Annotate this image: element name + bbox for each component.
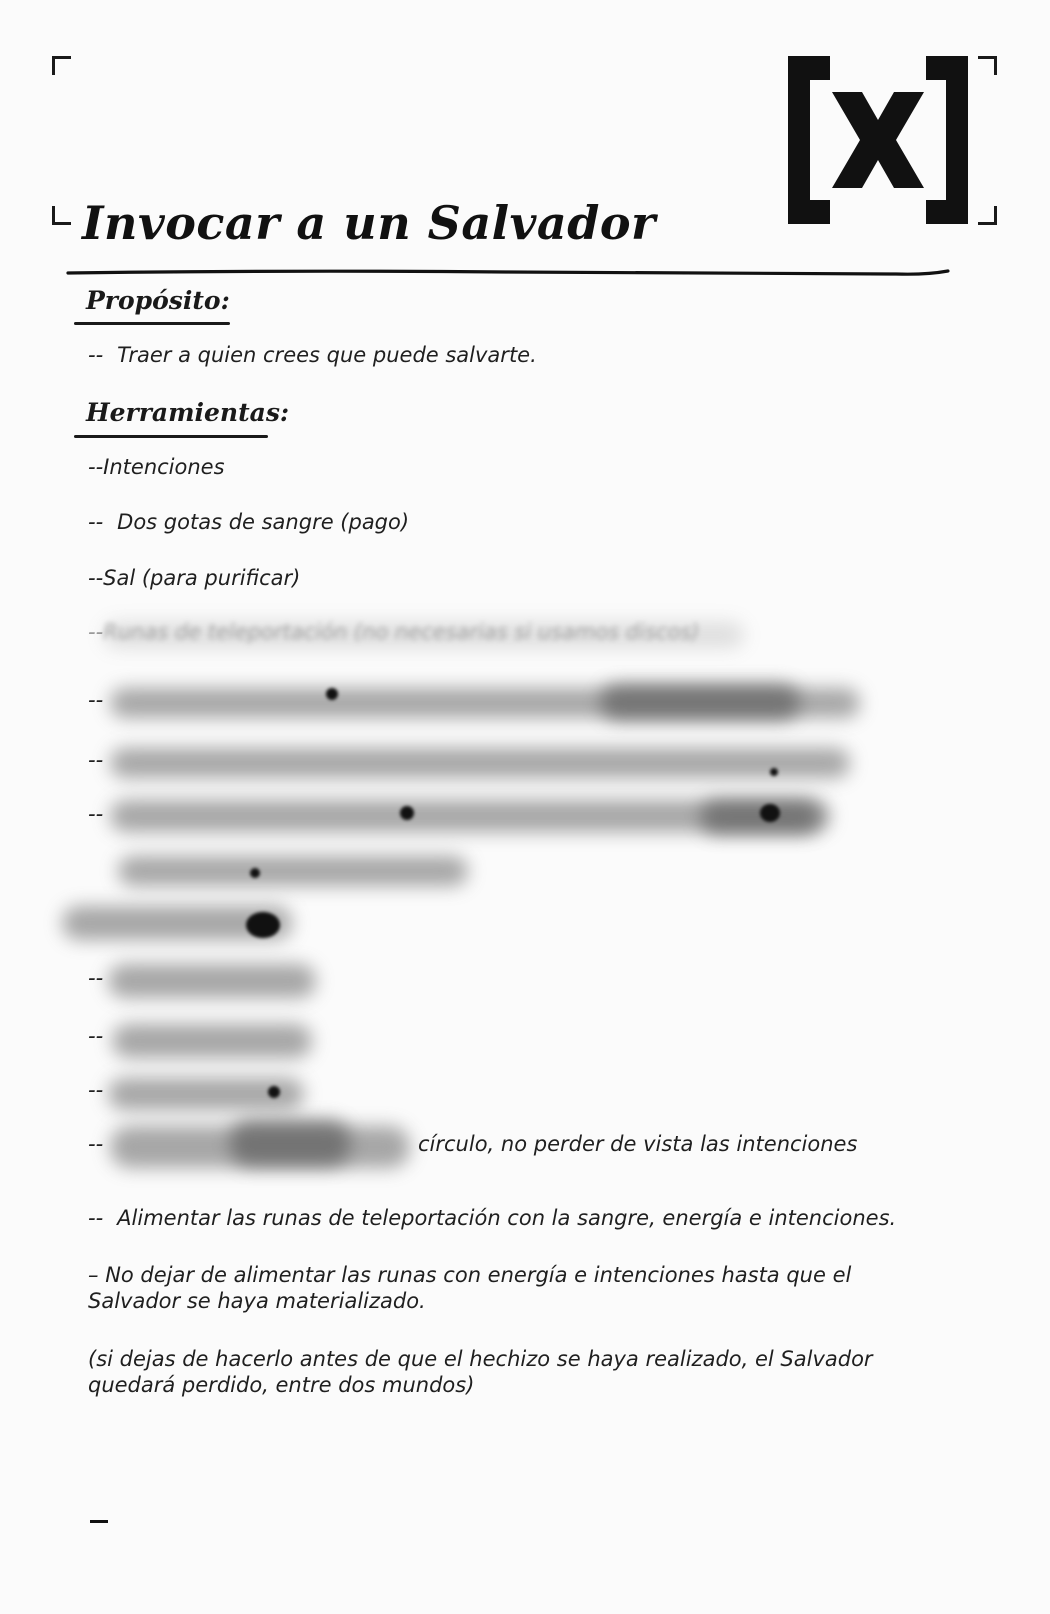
ink-speck	[246, 912, 280, 938]
tool-item-text: Intenciones	[103, 455, 225, 479]
tool-item	[88, 566, 300, 590]
page-title: Invocar a un Salvador	[82, 196, 656, 250]
ink-speck	[250, 868, 260, 878]
purpose-heading: Propósito:	[86, 286, 230, 315]
ink-speck	[326, 688, 338, 700]
tool-item	[88, 510, 409, 534]
redacted-line	[88, 1024, 103, 1048]
step-feed-runes-text: Alimentar las runas de teleportación con la sangre, energía e intenciones.	[117, 1206, 897, 1230]
ink-speck	[760, 804, 780, 822]
corner-mark-top-right	[978, 56, 997, 75]
purpose-heading-underline	[74, 322, 230, 325]
step-keep-feeding	[88, 1262, 888, 1314]
dash-marker: --	[88, 1206, 104, 1230]
redacted-line	[88, 1078, 103, 1102]
title-underline	[66, 268, 950, 278]
redacted-line	[88, 802, 103, 826]
ink-smudge	[600, 684, 800, 720]
tool-item-text: Sal (para purificar)	[103, 566, 301, 590]
dash-marker: --	[88, 620, 104, 644]
redacted-line	[88, 748, 103, 772]
ink-speck	[268, 1086, 280, 1098]
tools-heading-underline	[74, 435, 268, 438]
page-mark	[90, 1520, 108, 1523]
ink-smudge	[118, 856, 468, 886]
ink-smudge	[110, 748, 850, 778]
tool-item-text: Dos gotas de sangre (pago)	[117, 510, 410, 534]
ink-smudge	[230, 1120, 350, 1166]
tools-heading: Herramientas:	[86, 398, 290, 427]
ink-smudge	[700, 800, 820, 834]
step-feed-runes	[88, 1206, 896, 1230]
dash-marker: --	[88, 1024, 104, 1048]
purpose-item	[88, 343, 537, 367]
dash-marker: --	[88, 343, 104, 367]
ink-smudge	[104, 622, 744, 648]
corner-mark-bottom-left	[52, 206, 71, 225]
dash-marker: --	[88, 966, 104, 990]
ink-smudge	[112, 1024, 312, 1058]
ink-speck	[770, 768, 778, 776]
ink-smudge	[108, 964, 316, 998]
dash-marker: --	[88, 510, 104, 534]
dash-marker: --	[88, 455, 104, 479]
dash-marker: --	[88, 1078, 104, 1102]
redacted-line	[88, 688, 103, 712]
dash-marker: --	[88, 1132, 104, 1156]
redacted-line	[88, 1132, 103, 1156]
step-keep-feeding-text: No dejar de alimentar las runas con energía e intenciones hasta que el Salvador se haya materializado.	[88, 1263, 852, 1313]
dash-marker: --	[88, 802, 104, 826]
redacted-line	[88, 966, 103, 990]
corner-mark-bottom-right	[978, 206, 997, 225]
warning-note: (si dejas de hacerlo antes de que el hechizo se haya realizado, el Salvador quedará perdido, entre dos mundos)	[88, 1347, 873, 1397]
ink-speck	[400, 806, 414, 820]
dash-marker: --	[88, 688, 104, 712]
dash-marker: –	[88, 1263, 99, 1287]
dash-marker: --	[88, 566, 104, 590]
purpose-item-text: Traer a quien crees que puede salvarte.	[117, 343, 537, 367]
corner-mark-top-left	[52, 56, 71, 75]
tool-item	[88, 455, 225, 479]
dash-marker: --	[88, 748, 104, 772]
bracket-x-logo-icon	[788, 56, 968, 224]
tool-item-faded-text: Runas de teleportación (no necesarias si usamos discos)	[103, 620, 700, 644]
step-circle-fragment: círculo, no perder de vista las intenciones	[418, 1132, 858, 1156]
